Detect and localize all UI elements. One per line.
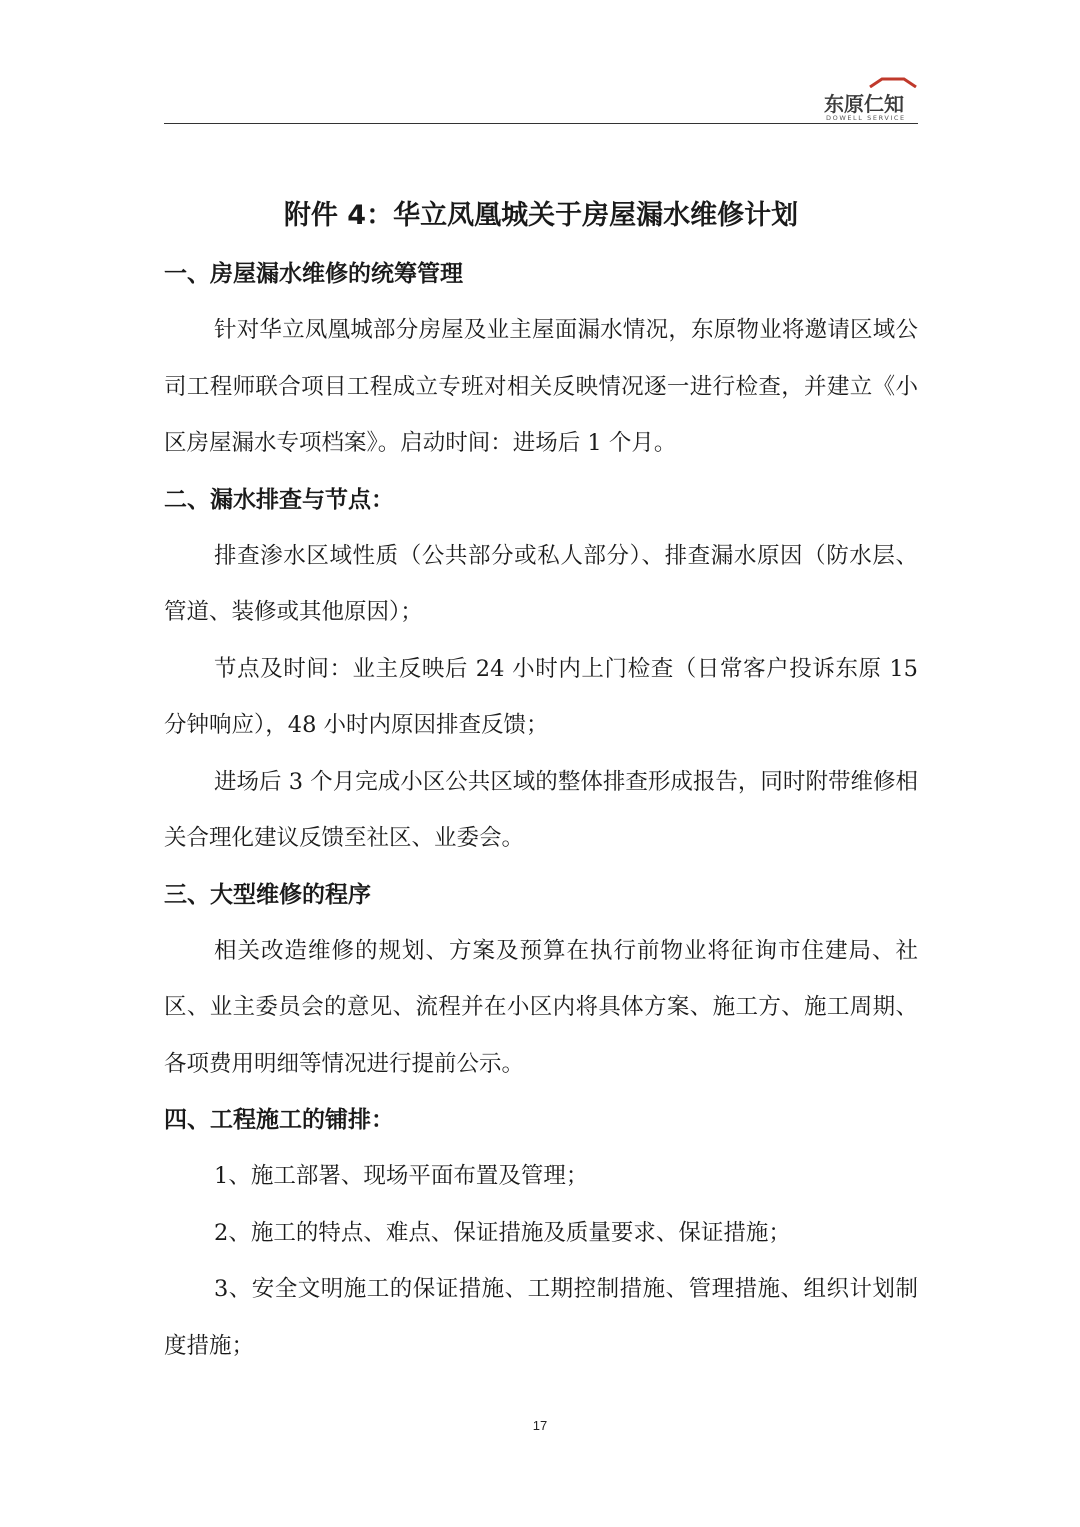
section-2-paragraph-2: 节点及时间：业主反映后 24 小时内上门检查（日常客户投诉东原 15 分钟响应），48 小时内原因排查反馈； — [164, 655, 918, 738]
section-heading-4: 四、工程施工的铺排： — [164, 1107, 394, 1133]
section-4-item-3: 3、安全文明施工的保证措施、工期控制措施、管理措施、组织计划制度措施； — [164, 1276, 918, 1359]
roof-logo-icon — [868, 76, 918, 88]
document-body — [164, 246, 918, 1374]
section-4-item-1: 1、施工部署、现场平面布置及管理； — [214, 1163, 589, 1189]
section-heading-3: 三、大型维修的程序 — [164, 881, 371, 908]
header-divider — [164, 123, 918, 124]
logo-text: 东原仁知 — [824, 92, 904, 116]
page-number: 17 — [532, 1418, 548, 1433]
section-heading-2: 二、漏水排查与节点： — [164, 486, 394, 513]
section-2-paragraph-3: 进场后 3 个月完成小区公共区域的整体排查形成报告，同时附带维修相关合理化建议反馈至社区、业委会。 — [164, 768, 918, 851]
section-3-paragraph-1: 相关改造维修的规划、方案及预算在执行前物业将征询市住建局、社区、业主委员会的意见、流程并在小区内将具体方案、施工方、施工周期、各项费用明细等情况进行提前公示。 — [164, 937, 918, 1077]
company-logo — [820, 76, 920, 124]
document-title: 附件 4：华立凤凰城关于房屋漏水维修计划 — [283, 200, 799, 231]
section-1-paragraph-1: 针对华立凤凰城部分房屋及业主屋面漏水情况，东原物业将邀请区域公司工程师联合项目工程成立专班对相关反映情况逐一进行检查，并建立《小区房屋漏水专项档案》。启动时间：进场后 1 个月。 — [164, 317, 918, 456]
section-2-paragraph-1: 排查渗水区域性质（公共部分或私人部分）、排查漏水原因（防水层、管道、装修或其他原因）； — [164, 542, 918, 625]
logo-subtext: DOWELL SERVICE — [826, 114, 906, 122]
section-4-item-2: 2、施工的特点、难点、保证措施及质量要求、保证措施； — [214, 1219, 791, 1246]
section-heading-1: 一、房屋漏水维修的统筹管理 — [164, 261, 463, 287]
